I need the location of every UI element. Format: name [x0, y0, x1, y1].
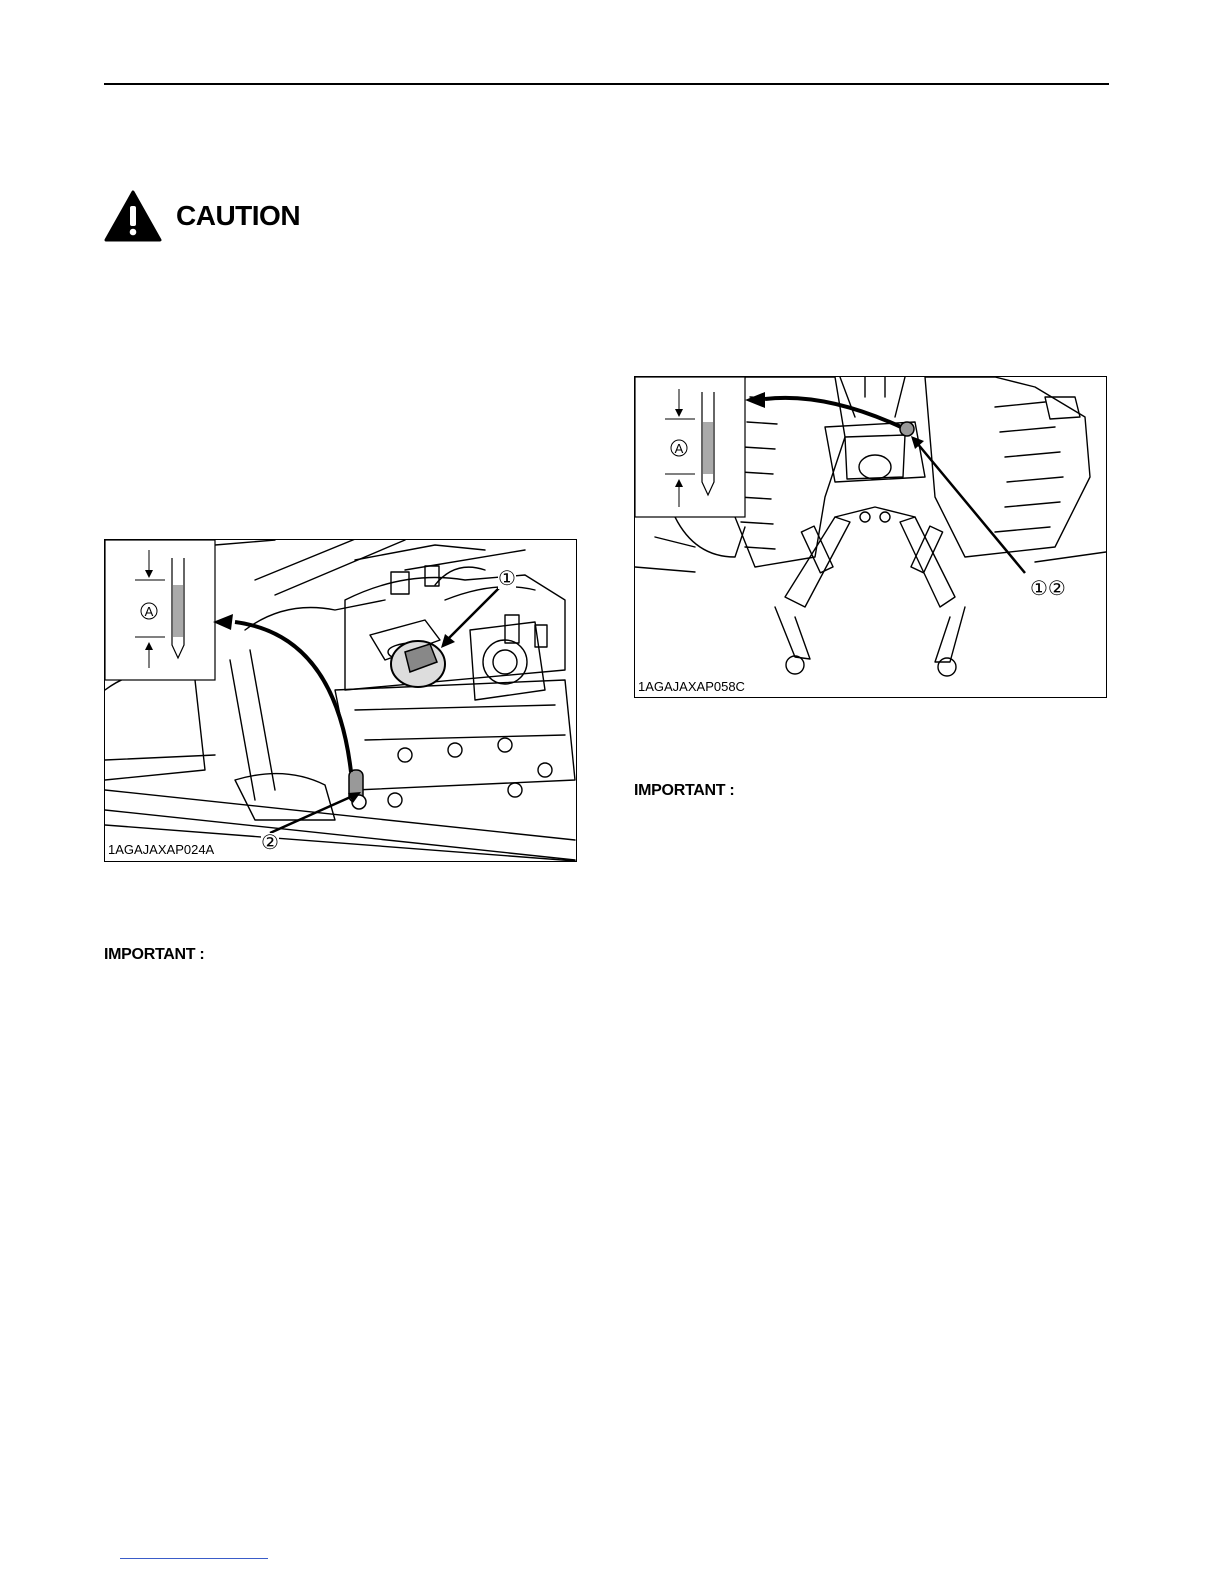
fig2-code: 1AGAJAXAP058C — [638, 679, 745, 694]
oil-filler-cap — [391, 641, 445, 687]
tractor-rear-illustration — [635, 377, 1106, 697]
oil-dipstick — [349, 770, 366, 809]
important-label: IMPORTANT : — [634, 782, 735, 799]
figure-transmission-fluid — [634, 376, 1107, 698]
header-rule — [104, 83, 1109, 85]
important-label: IMPORTANT : — [104, 946, 205, 963]
fig1-callout-2: ② — [261, 832, 279, 854]
figure-engine-oil — [104, 539, 577, 862]
fig1-callout-1: ① — [498, 568, 516, 590]
fig2-callout-1-2: ①② — [1030, 578, 1066, 600]
warning-triangle-icon — [104, 190, 162, 242]
caution-heading — [104, 188, 300, 244]
caution-label: CAUTION — [176, 200, 301, 231]
footer-link-underline — [120, 1558, 268, 1559]
fig1-dim-label: A — [144, 604, 154, 619]
transmission-dipstick — [900, 422, 914, 436]
fig2-dim-label: A — [674, 441, 684, 456]
fig1-code: 1AGAJAXAP024A — [108, 842, 215, 857]
